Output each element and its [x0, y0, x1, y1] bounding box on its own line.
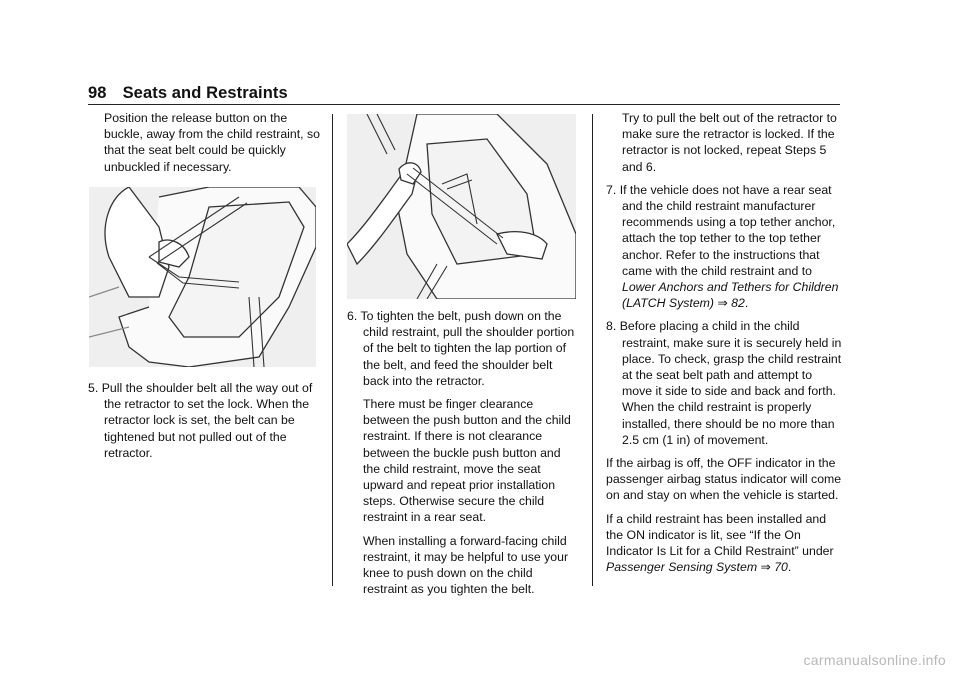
airbag-off-paragraph: If the airbag is off, the OFF indicator in the passenger airbag status indicator will come on and stay on when the vehicle is started.: [606, 456, 842, 503]
section-title: Seats and Restraints: [122, 84, 288, 102]
step-6-text: To tighten the belt, push down on the child restraint, pull the shoulder portion of the belt to tighten the lap portion of the belt, and feed the shoulder belt back into the retractor.: [360, 309, 575, 388]
step-5: [88, 380, 320, 461]
step-5-number: 5.: [88, 381, 99, 395]
column-divider-1: [332, 114, 333, 586]
belt-retractor-illustration: [89, 187, 316, 367]
illustration-2-drawing: [347, 114, 576, 299]
column-3: [606, 110, 842, 582]
page-header: [88, 84, 288, 103]
on-indicator-paragraph: [606, 511, 842, 576]
on-indicator-text: If a child restraint has been installed and the ON indicator is lit, see “If the On Indicator Is Lit for a Child Restraint” under: [606, 511, 834, 559]
step-5-text: Pull the shoulder belt all the way out of the retractor to set the lock. When the retractor lock is set, the belt can be tightened but not pulled out of the retractor.: [101, 381, 313, 460]
column-divider-2: [592, 114, 593, 586]
intro-paragraph: Position the release button on the buckle, away from the child restraint, so that the seat belt could be quickly unbuckled if necessary.: [104, 111, 320, 174]
latch-page-link[interactable]: 82: [731, 296, 745, 311]
step-6-number: 6.: [347, 309, 358, 323]
header-rule: [88, 104, 840, 105]
step-7-number: 7.: [606, 182, 617, 197]
step-6: [347, 308, 579, 389]
clearance-paragraph: There must be finger clearance between the push button and the child restraint. If there is not clearance between the buckle push button and the child restraint, move the seat upward and repeat prior installation steps. Otherwise secure the child restraint in a rear seat.: [363, 397, 571, 525]
step-8-number: 8.: [606, 319, 617, 334]
sentence-end: .: [787, 560, 792, 575]
tighten-belt-illustration: [347, 114, 576, 299]
passenger-sensing-page-link[interactable]: 70: [774, 560, 788, 575]
illustration-1-drawing: [89, 187, 316, 367]
step-6-continued: Try to pull the belt out of the retractor to make sure the retractor is locked. If the retractor is not locked, repeat Steps 5 and 6.: [622, 111, 837, 174]
column-2: [347, 308, 579, 604]
page-ref-arrow-icon-2: ⇒: [760, 560, 771, 575]
forward-facing-paragraph: When installing a forward-facing child restraint, it may be helpful to use your knee to push down on the child restraint as you tighten the belt.: [363, 533, 569, 597]
column-1: [88, 110, 320, 182]
passenger-sensing-reference[interactable]: Passenger Sensing System: [606, 560, 758, 575]
step-8: [606, 318, 842, 448]
page-ref-arrow-icon: ⇒: [717, 296, 728, 311]
page-number: 98: [88, 84, 107, 102]
watermark: carmanualsonline.info: [803, 652, 946, 668]
step-8-text: Before placing a child in the child restraint, make sure it is securely held in place. To check, grasp the child restraint at the seat belt path and attempt to move it side to side and back and forth. When the child restraint is properly installed, there should be no more than 2.5 cm (1 in) of movement.: [619, 319, 842, 447]
step-7-text: If the vehicle does not have a rear seat and the child restraint manufacturer recommends using a top tether anchor, attach the top tether to the top tether anchor. Refer to the instructions that came with the child restraint and to: [619, 182, 836, 278]
step-7: 7. If the vehicle does not have a rear seat and the child restraint manufacturer recommends using a top tether anchor, attach the top tether to the top tether anchor. Refer to the instructions that came with the child restraint and to Lower Anchors and Tethers for Children (LATCH System) ⇒ 82.: [606, 182, 839, 311]
latch-reference[interactable]: Lower Anchors and Tethers for Children (LATCH System): [622, 280, 839, 311]
column-1-lower: [88, 380, 320, 468]
